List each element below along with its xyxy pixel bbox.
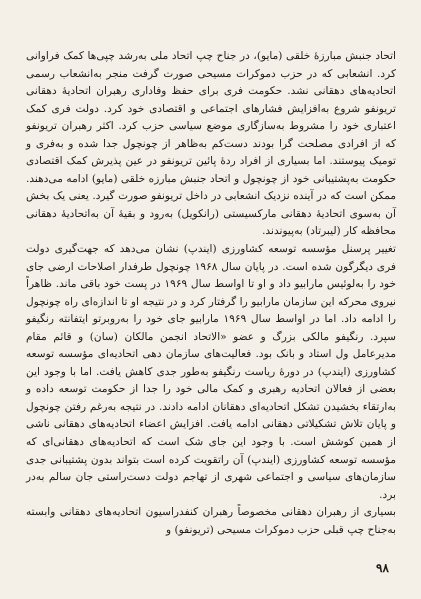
page-number: ۹۸ <box>376 561 389 575</box>
paragraph-2: تغییر پرسنل مؤسسه توسعه کشاورزی (ایندپ) نشان می‌دهد که جهت‌گیری دولت فری دیگرگون شده است. در پایان سال ۱۹۶۸ چونچول طرفدار اصلاحات ارضی جای خود را به‌لوئیس مارابیو داد و او تا اواسط سال ۱۹۶۹ در پست خود باقی ماند. ظاهراً نیروی محرکه این سازمان مارابیو را گرفتار کرد و در نتیجه او تا اندازه‌ای راه چونچول را ادامه داد. اما در اواسط سال ۱۹۶۹ مارابیو جای خود را به‌روبرتو ایتفانته رنگیفو سپرد. رنگیفو مالکی بزرگ و عضو «الاتحاد انجمن مالکان (سان) و قائم مقام مدیرعامل ول استاد و بانک بود. فعالیت‌های سازمان دهی اتحادیه‌ای مؤسسه توسعه کشاورزی (ایندپ) در دورهٔ ریاست رنگیفو به‌طور جدی کاهش یافت. اما با وجود این بعضی از فعالان اتحادیه رهبری و کمک مالی خود را جدا از حکومت توسعه داده و به‌ارتقاء بخشیدن تشکل اتحادیه‌ای دهقانان ادامه دادند. در نتیجه به‌رغم رفتن چونچول و پایان تلاش تشکیلاتی دهقانی ادامه یافت. افزایش اعضاء اتحادیه‌های دهقانی ناشی از همین کوشش است. با وجود این جای شک است که اتحادیه‌های دهقانی‌ای که مؤسسه توسعه کشاورزی (ایندپ) آن راتقویت کرده است بتواند بدون پشتیبانی جدی سازمان‌های سیاسی و اجتماعی شهری از تهاجم دولت دست‌راستی جان سالم به‌در برد. <box>26 243 396 501</box>
body-text <box>26 48 396 539</box>
paragraph-1: اتحاد جنبش مبارزهٔ خلقی (مایو)، در جناح چپ اتحاد ملی به‌رشد چپی‌ها کمک فراوانی کرد. انشعابی که در حزب دموکرات مسیحی صورت گرفت منجر به‌انشعاب رسمی اتحادیه‌های دهقانی نشد. حکومت فری برای حفظ وفاداری رهبران اتحادیهٔ دهقانی تریونفو شروع به‌افزایش فشارهای اجتماعی و اقتصادی خود کرد. دولت فری کمک اعتباری خود را مشروط به‌سازگاری موضع سیاسی حزب کرد. اکثر رهبران تریونفو که از افرادی مصلحت گرا بودند دست‌کم به‌ظاهر از چونچول جدا شده و به‌فری و تومیک پیوستند. اما بسیاری از افراد ردهٔ پائین تریونفو در عین پذیرش کمک اقتصادی حکومت به‌پشتیبانی خود از چونچول و اتحاد جنبش مبارزه خلقی (مایو) ادامه می‌دهند. ممکن است که در آینده نزدیک انشعابی در داخل تریونفو صورت گیرد. یعنی یک بخش آن به‌سوی اتحادیهٔ دهقانی مارکسیستی (رانکویل) به‌رود و بقیهٔ آن به‌اتحادیهٔ دهقانی محافظه کار (لیبرتاد) به‌پیوندند. <box>26 50 396 238</box>
paragraph-3: بسیاری از رهبران دهقانی مخصوصاً رهبران کنفدراسیون اتحادیه‌های دهقانی وابسته به‌جناح چپ قبلی حزب دموکرات مسیحی (تریونفو) و <box>26 506 396 536</box>
